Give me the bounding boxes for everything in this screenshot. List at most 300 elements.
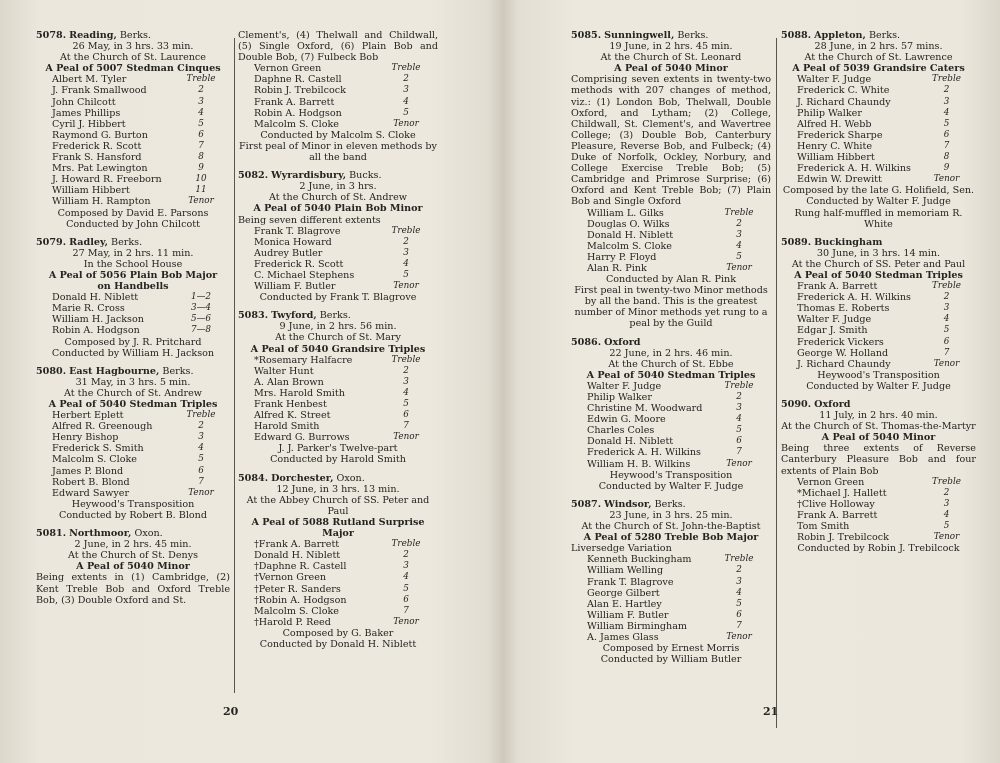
bell-position: 3 xyxy=(403,376,409,387)
peal-note: Being three extents of Reverse Canterbury Pleasure Bob and four extents of Plain Bob xyxy=(781,443,976,477)
ringer-list xyxy=(797,74,976,185)
ringer-row xyxy=(254,606,438,617)
ringer-name: Douglas O. Wilks xyxy=(587,218,670,230)
ringer-name: Walter F. Judge xyxy=(587,380,662,392)
bell-position: 2 xyxy=(943,85,950,96)
bell-position: 7—8 xyxy=(191,325,211,336)
peal-date-venue: At the Church of St. Mary xyxy=(275,332,401,344)
ringer-row xyxy=(254,410,438,421)
peal-title: A Peal of 5039 Grandsire Caters xyxy=(792,63,965,75)
peal-county: Bucks. xyxy=(349,170,382,182)
peal-credit: Conducted by Robert B. Blond xyxy=(59,509,207,521)
column xyxy=(36,30,230,613)
peal-date-venue: 31 May, in 3 hrs. 5 min. xyxy=(75,376,191,388)
bell-position: Treble xyxy=(932,74,961,85)
bell-position: 6 xyxy=(736,436,742,447)
ringer-name: William F. Butler xyxy=(587,609,669,621)
bell-position: 4 xyxy=(198,107,204,118)
ringer-row xyxy=(797,74,976,85)
ringer-name: Vernon Green xyxy=(254,63,322,75)
peal-county: Berks. xyxy=(677,30,709,41)
ringer-row xyxy=(254,432,438,443)
peal-heading xyxy=(36,237,230,248)
bell-position: 3 xyxy=(943,96,950,107)
ringer-row xyxy=(587,447,771,458)
bell-position: 6 xyxy=(943,129,950,140)
bell-position: 4 xyxy=(736,587,742,598)
ringer-row xyxy=(587,208,771,219)
ringer-row xyxy=(254,74,438,85)
bell-position: 3 xyxy=(736,229,742,240)
bell-position: Tenor xyxy=(933,532,960,543)
bell-position: 2 xyxy=(736,565,742,576)
bell-position: 2 xyxy=(198,421,204,432)
ringer-name: Cyril J. Hibbert xyxy=(52,118,126,130)
peal-date-venue: At the Church of St. Andrew xyxy=(64,387,202,399)
ringer-name: Robin A. Hodgson xyxy=(52,325,140,337)
ringer-name: Edwin W. Drewitt xyxy=(797,174,882,186)
peal-date-venue: 26 May, in 3 hrs. 33 min. xyxy=(72,41,194,53)
ringer-name: Edgar J. Smith xyxy=(797,325,868,337)
bell-position: 6 xyxy=(736,609,742,620)
ringer-row xyxy=(797,348,976,359)
ringer-name: Frank T. Blagrove xyxy=(254,225,341,237)
ringer-row xyxy=(254,85,438,96)
ringer-row xyxy=(797,292,976,303)
ringer-name: Frederick R. Scott xyxy=(52,140,142,152)
peal-number: 5085. xyxy=(571,30,602,41)
peal-county: Oxon. xyxy=(336,472,365,484)
ringer-list xyxy=(587,381,771,470)
peal-date-venue: 19 June, in 2 hrs. 45 min. xyxy=(609,41,733,53)
bell-position: Tenor xyxy=(393,118,419,129)
peal-number: 5087. xyxy=(571,498,602,510)
peal-title: A Peal of 5040 Stedman Triples xyxy=(586,369,756,381)
peal-credit: Conducted by Walter F. Judge xyxy=(806,380,951,392)
peal-date-venue: 11 July, in 2 hrs. 40 min. xyxy=(819,410,938,422)
bell-position: 7 xyxy=(403,421,409,432)
ringer-row xyxy=(797,108,976,119)
ringer-row xyxy=(52,163,230,174)
peal-place: Appleton, xyxy=(814,30,866,41)
ringer-name: Albert M. Tyler xyxy=(52,74,127,86)
peal-place: Windsor, xyxy=(604,498,652,510)
peal-note: Being seven different extents xyxy=(238,214,381,226)
ringer-name: Donald H. Niblett xyxy=(587,229,674,241)
bell-position: Tenor xyxy=(393,616,419,627)
ringer-row xyxy=(254,584,438,595)
bell-position: 3 xyxy=(403,85,409,96)
ringer-row xyxy=(587,403,771,414)
peal-county: Berks. xyxy=(162,365,194,377)
bell-position: 10 xyxy=(195,174,207,185)
ringer-row xyxy=(587,230,771,241)
peal-credit: Heywood's Transposition xyxy=(71,498,195,510)
ringer-name: Frank T. Blagrove xyxy=(587,576,674,588)
ringer-row xyxy=(797,85,976,96)
bell-position: 2 xyxy=(403,74,409,85)
ringer-name: Frank Henbest xyxy=(254,399,327,410)
ringer-name: *Michael J. Hallett xyxy=(797,487,887,499)
ringer-row xyxy=(254,108,438,119)
ringer-row xyxy=(797,152,976,163)
bell-position: 9 xyxy=(943,163,950,174)
bell-position: 4 xyxy=(403,258,409,269)
ringer-name: Marie R. Cross xyxy=(52,303,125,315)
ringer-row xyxy=(254,572,438,583)
ringer-name: Malcolm S. Cloke xyxy=(254,118,339,130)
ringer-name: Frank A. Barrett xyxy=(797,509,878,521)
ringer-list xyxy=(254,355,438,444)
ringer-row xyxy=(587,599,771,610)
ringer-name: C. Michael Stephens xyxy=(254,269,355,281)
ringer-name: Walter F. Judge xyxy=(797,74,872,86)
ringer-list xyxy=(254,539,438,628)
ringer-row xyxy=(52,303,230,314)
ringer-name: †Frank A. Barrett xyxy=(254,539,340,551)
peal-credit: Composed by G. Baker xyxy=(282,627,394,639)
ringer-name: †Harold P. Reed xyxy=(254,616,331,628)
peal-date-venue: 22 June, in 2 hrs. 46 min. xyxy=(609,347,733,359)
bell-position: 5 xyxy=(403,583,409,594)
peal-credit: Heywood's Transposition xyxy=(817,369,940,381)
peal-date-venue: 9 June, in 2 hrs. 56 min. xyxy=(279,321,397,333)
bell-position: 2 xyxy=(403,365,409,376)
ringer-list xyxy=(797,477,976,544)
ringer-list xyxy=(797,281,976,370)
ringer-name: Kenneth Buckingham xyxy=(587,554,692,566)
ringer-list xyxy=(587,554,771,643)
bell-position: 5 xyxy=(403,399,409,409)
ringer-row xyxy=(52,421,230,432)
peal-record xyxy=(781,399,976,554)
bell-position: Tenor xyxy=(188,487,214,498)
bell-position: 3—4 xyxy=(191,303,211,314)
peal-number: 5090. xyxy=(781,399,812,410)
peal-title: A Peal of 5040 Minor xyxy=(614,63,728,75)
peal-title: Major xyxy=(322,528,354,540)
ringer-row xyxy=(52,130,230,141)
ringer-name: Malcolm S. Cloke xyxy=(52,454,137,466)
peal-county: Oxon. xyxy=(134,528,163,540)
peal-place: Sunningwell, xyxy=(604,30,675,41)
bell-position: 6 xyxy=(943,336,950,347)
ringer-row xyxy=(587,621,771,632)
ringer-name: Frank S. Hansford xyxy=(52,152,142,164)
peal-number: 5088. xyxy=(781,30,812,41)
peal-credit: First peal in twenty-two Minor methods by all the band. This is the greatest number of Minor methods yet rung to a peal by the Guild xyxy=(574,285,768,330)
ringer-name: George Gilbert xyxy=(587,587,660,599)
bell-position: 7 xyxy=(736,620,742,631)
peal-record xyxy=(571,499,771,665)
ringer-row xyxy=(587,263,771,274)
ringer-row xyxy=(52,410,230,421)
bell-position: 7 xyxy=(198,140,204,151)
peal-title: A Peal of 5040 Minor xyxy=(76,561,190,573)
peal-credit: First peal of Minor in eleven methods by all the band xyxy=(239,140,437,164)
ringer-row xyxy=(254,270,438,281)
bell-position: Tenor xyxy=(933,358,960,369)
peal-record xyxy=(238,473,438,651)
ringer-row xyxy=(254,248,438,259)
peal-title: A Peal of 5040 Plain Bob Minor xyxy=(253,203,423,215)
ringer-name: Robin J. Trebilcock xyxy=(797,532,889,544)
ringer-row xyxy=(797,359,976,370)
bell-position: 6 xyxy=(403,410,409,421)
peal-record xyxy=(238,310,438,465)
ringer-name: Philip Walker xyxy=(797,107,862,119)
peal-credit: J. J. Parker's Twelve-part xyxy=(278,443,398,455)
ringer-row xyxy=(52,488,230,499)
bell-position: 8 xyxy=(198,152,204,163)
peal-place: East Hagbourne, xyxy=(69,365,160,377)
bell-position: 2 xyxy=(403,550,409,561)
ringer-row xyxy=(254,550,438,561)
ringer-name: †Vernon Green xyxy=(254,572,327,584)
ringer-row xyxy=(52,432,230,443)
bell-position: 4 xyxy=(736,414,742,425)
ringer-row xyxy=(254,259,438,270)
ringer-row xyxy=(254,355,438,366)
ringer-name: †Daphne R. Castell xyxy=(254,561,347,573)
bell-position: Treble xyxy=(932,281,961,292)
peal-title: A Peal of 5040 Stedman Triples xyxy=(48,399,218,410)
ringer-row xyxy=(254,226,438,237)
ringer-name: Donald H. Niblett xyxy=(587,436,674,448)
bell-position: Treble xyxy=(391,63,421,74)
ringer-name: John Chilcott xyxy=(52,96,116,108)
ringer-name: William H. Jackson xyxy=(52,314,144,326)
bell-position: 4 xyxy=(943,509,950,520)
ringer-row xyxy=(254,97,438,108)
ringer-row xyxy=(587,632,771,643)
peal-heading xyxy=(238,310,438,321)
ringer-row xyxy=(52,314,230,325)
ringer-row xyxy=(587,436,771,447)
ringer-row xyxy=(587,241,771,252)
peal-county: Berks. xyxy=(111,236,143,248)
ringer-name: Donald H. Niblett xyxy=(254,550,341,562)
ringer-row xyxy=(52,454,230,465)
bell-position: 4 xyxy=(943,107,950,118)
peal-date-venue: At the Church of St. Laurence xyxy=(60,52,206,64)
ringer-row xyxy=(797,532,976,543)
ringer-list xyxy=(52,74,230,207)
peal-record xyxy=(781,237,976,392)
ringer-name: Frederick A. H. Wilkins xyxy=(587,447,701,459)
ringer-row xyxy=(797,488,976,499)
ringer-name: Edward Sawyer xyxy=(52,487,130,499)
ringer-name: J. Howard R. Freeborn xyxy=(52,174,162,186)
ringer-name: Edwin G. Moore xyxy=(587,414,666,426)
peal-heading xyxy=(36,528,230,539)
bell-position: 5 xyxy=(943,118,950,129)
column xyxy=(238,30,438,657)
ringer-row xyxy=(587,577,771,588)
bell-position: 3 xyxy=(403,247,409,258)
peal-heading xyxy=(36,366,230,377)
ringer-row xyxy=(52,85,230,96)
peal-record xyxy=(36,528,230,606)
peal-record xyxy=(781,30,976,230)
bell-position: 5 xyxy=(943,325,950,336)
peal-number: 5078. xyxy=(36,30,67,41)
ringer-name: Herbert Eplett xyxy=(52,410,124,422)
bell-position: 4 xyxy=(403,96,409,107)
bell-position: 7 xyxy=(943,140,950,151)
peal-number: 5079. xyxy=(36,236,67,248)
peal-place: Oxford xyxy=(814,399,851,410)
bell-position: 5 xyxy=(736,598,742,609)
ringer-name: Henry C. White xyxy=(797,140,873,152)
peal-date-venue: 30 June, in 3 hrs. 14 min. xyxy=(816,247,941,259)
bell-position: 3 xyxy=(736,576,742,587)
bell-position: 2 xyxy=(736,392,742,402)
ringer-name: Audrey Butler xyxy=(254,247,323,259)
ringer-row xyxy=(52,185,230,196)
ringer-row xyxy=(254,377,438,388)
peal-number: 5083. xyxy=(238,310,269,322)
ringer-name: William H. Rampton xyxy=(52,196,151,208)
ringer-row xyxy=(254,617,438,628)
ringer-row xyxy=(52,196,230,207)
peal-county: Berks. xyxy=(654,498,686,510)
bell-position: 9 xyxy=(198,163,204,174)
peal-title: A Peal of 5007 Stedman Cinques xyxy=(45,63,221,75)
ringer-name: William Hibbert xyxy=(797,152,875,164)
ringer-row xyxy=(797,174,976,185)
bell-position: 6 xyxy=(198,129,204,140)
ringer-name: Alfred R. Greenough xyxy=(52,421,153,433)
ringer-row xyxy=(797,303,976,314)
peal-note: Liversedge Variation xyxy=(571,543,672,555)
bell-position: 2 xyxy=(403,236,409,247)
bell-position: 6 xyxy=(403,594,409,605)
ringer-name: James Phillips xyxy=(52,107,121,119)
ringer-row xyxy=(52,108,230,119)
peal-date-venue: At the Church of St. John-the-Baptist xyxy=(581,521,761,533)
bell-position: 5 xyxy=(198,454,204,465)
peal-date-venue: At the Church of SS. Peter and Paul xyxy=(791,258,966,270)
peal-heading xyxy=(238,473,438,484)
ringer-name: Thomas E. Roberts xyxy=(797,303,890,315)
peal-heading xyxy=(781,399,976,410)
ringer-name: †Robin A. Hodgson xyxy=(254,594,347,606)
ringer-row xyxy=(52,443,230,454)
peal-date-venue: At the Church of St. Leonard xyxy=(600,52,742,64)
bell-position: 7 xyxy=(943,347,950,358)
ringer-name: Frederick Vickers xyxy=(797,336,884,348)
ringer-row xyxy=(587,219,771,230)
bell-position: 3 xyxy=(736,403,742,414)
peal-note: Comprising seven extents in twenty-two methods with 207 changes of method, viz.: (1) London Bob, Thelwall, Double Oxford, and Lytham; (2) College, Childwall, St. Clement's, and Wavertree College; (3) Double Bob, Canterbury Pleasure, Reverse Bob, and Fulbeck; (4) Duke of Norfolk, Ockley, Norbury, and College Exercise Treble Bob; (5) Cambridge and Primrose Surprise; (6) Oxford and Kent Treble Bob; (7) Plain Bob and Single Oxford xyxy=(571,74,771,208)
bell-position: 7 xyxy=(403,605,409,616)
peal-heading xyxy=(238,170,438,181)
ringer-name: †Clive Holloway xyxy=(797,498,875,510)
ringer-name: Frank A. Barrett xyxy=(254,96,335,108)
bell-position: 3 xyxy=(943,498,950,509)
peal-date-venue: 27 May, in 2 hrs. 11 min. xyxy=(72,247,194,259)
ringer-name: Frederick R. Scott xyxy=(254,258,344,270)
peal-date-venue: 23 June, in 3 hrs. 25 min. xyxy=(609,509,733,521)
ringer-row xyxy=(52,174,230,185)
ringer-row xyxy=(52,477,230,488)
column xyxy=(781,30,976,561)
ringer-name: Mrs. Pat Lewington xyxy=(52,163,148,175)
ringer-name: Philip Walker xyxy=(587,392,652,403)
ringer-list xyxy=(587,208,771,275)
ringer-name: William Hibbert xyxy=(52,185,130,197)
right-page xyxy=(503,0,1000,763)
ringer-row xyxy=(254,399,438,410)
peal-title: A Peal of 5040 Minor xyxy=(821,432,936,444)
bell-position: 5 xyxy=(736,251,742,262)
peal-place: Twyford, xyxy=(271,310,317,322)
ringer-name: Alfred H. Webb xyxy=(797,118,872,130)
column-rule xyxy=(234,38,235,693)
bell-position: 2 xyxy=(198,85,204,96)
peal-credit: Composed by Ernest Morris xyxy=(602,643,740,655)
bell-position: 2 xyxy=(736,218,742,229)
peal-credit: Heywood's Transposition xyxy=(609,469,733,481)
ringer-name: Daphne R. Castell xyxy=(254,74,342,86)
peal-credit: Conducted by Malcolm S. Cloke xyxy=(260,129,416,141)
ringer-name: A. James Glass xyxy=(587,631,659,643)
ringer-name: Monica Howard xyxy=(254,236,332,248)
bell-position: 3 xyxy=(198,432,204,443)
peal-heading xyxy=(571,30,771,41)
peal-credit: Composed by David E. Parsons xyxy=(57,207,209,219)
ringer-name: Robin J. Trebilcock xyxy=(254,85,346,97)
peal-date-venue: 28 June, in 2 hrs. 57 mins. xyxy=(814,41,943,53)
ringer-row xyxy=(254,281,438,292)
ringer-name: Mrs. Harold Smith xyxy=(254,387,345,399)
peal-record xyxy=(571,337,771,492)
ringer-name: William Birmingham xyxy=(587,620,688,632)
peal-credit: Conducted by Harold Smith xyxy=(270,454,406,466)
peal-credit: Conducted by Robin J. Trebilcock xyxy=(797,543,960,555)
ringer-name: Henry Bishop xyxy=(52,432,119,444)
peal-note: Being extents in (1) Cambridge, (2) Kent Treble Bob and Oxford Treble Bob, (3) Double Oxford and St. xyxy=(36,572,230,606)
peal-county: Berks. xyxy=(119,30,151,41)
peal-record xyxy=(36,237,230,359)
ringer-row xyxy=(797,97,976,108)
ringer-row xyxy=(797,130,976,141)
peal-credit: Conducted by Walter F. Judge xyxy=(598,480,744,492)
ringer-list xyxy=(52,292,230,336)
ringer-row xyxy=(797,314,976,325)
ringer-row xyxy=(797,281,976,292)
ringer-row xyxy=(52,141,230,152)
bell-position: 3 xyxy=(403,561,409,572)
ringer-name: J. Richard Chaundy xyxy=(797,96,891,108)
bell-position: 5—6 xyxy=(191,314,211,325)
bell-position: 8 xyxy=(943,152,950,163)
ringer-row xyxy=(52,325,230,336)
ringer-row xyxy=(587,381,771,392)
ringer-name: Alan E. Hartley xyxy=(587,598,662,610)
peal-date-venue: At the Church of St. Lawrence xyxy=(804,52,953,64)
ringer-name: Alan R. Pink xyxy=(587,262,647,274)
ringer-row xyxy=(587,588,771,599)
ringer-row xyxy=(52,119,230,130)
ringer-name: *Rosemary Halfacre xyxy=(254,354,353,366)
peal-heading xyxy=(571,499,771,510)
ringer-row xyxy=(797,499,976,510)
peal-place: Radley, xyxy=(69,236,108,248)
bell-position: 5 xyxy=(403,107,409,118)
bell-position: Tenor xyxy=(726,458,752,469)
